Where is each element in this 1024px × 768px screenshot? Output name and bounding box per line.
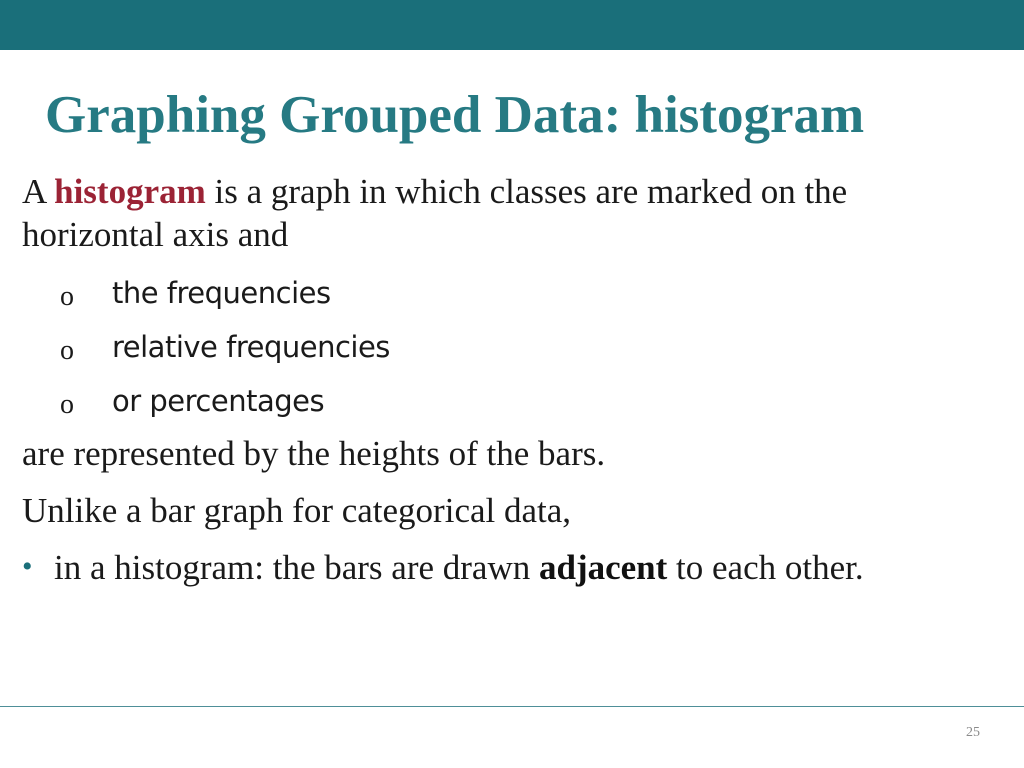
intro-line2: horizontal axis and	[22, 215, 289, 255]
adjacent-bullet	[22, 546, 864, 589]
top-banner	[0, 0, 1024, 50]
slide-title: Graphing Grouped Data: histogram	[45, 86, 865, 144]
bullet-before: in a histogram: the bars are drawn	[54, 548, 539, 587]
list-item	[60, 266, 390, 320]
page-number: 25	[966, 725, 980, 740]
intro-rest: is a graph in which classes are marked on the	[205, 172, 848, 211]
intro-paragraph	[22, 170, 847, 256]
list-item	[60, 320, 390, 374]
heights-sentence: are represented by the heights of the bars.	[22, 434, 606, 473]
bullet-text	[54, 546, 864, 589]
list-item-label: the frequencies	[112, 276, 331, 310]
list-item-label: or percentages	[112, 384, 325, 418]
bullet-after: to each other.	[667, 548, 864, 587]
unlike-sentence: Unlike a bar graph for categorical data,	[22, 491, 572, 530]
circle-bullet-icon: o	[60, 335, 74, 366]
bullet-dot-icon: •	[22, 550, 33, 583]
circle-bullet-icon: o	[60, 281, 74, 312]
intro-prefix: A	[22, 172, 55, 211]
list-item-label: relative frequencies	[112, 330, 390, 364]
list-item	[60, 374, 390, 428]
sub-bullet-list	[60, 266, 390, 428]
circle-bullet-icon: o	[60, 389, 74, 420]
keyword-histogram: histogram	[54, 172, 206, 211]
keyword-adjacent: adjacent	[538, 548, 668, 587]
footer-divider	[0, 706, 1024, 707]
